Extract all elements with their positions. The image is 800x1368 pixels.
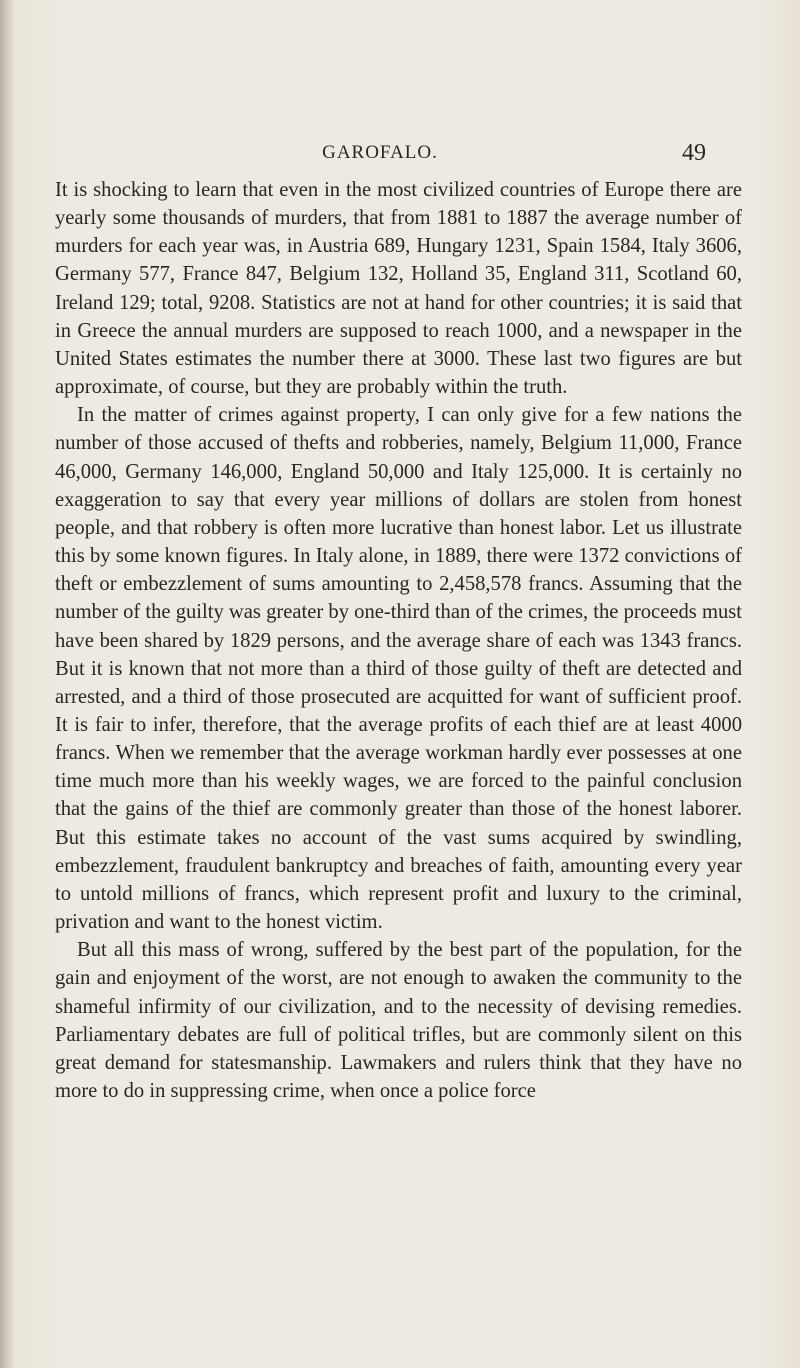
page-number: 49	[682, 140, 706, 166]
page-gutter-shadow	[0, 0, 14, 1368]
paragraph-property-crimes: In the matter of crimes against property, I can only give for a few nations the number of those accused of thefts and robberies, namely, Belgium 11,000, France 46,000, Germany 146,000, England 50,000 and Italy 125,000. It is certainly no exaggeration to say that every year millions of dollars are stolen from honest people, and that robbery is often more lucrative than honest labor. Let us illustrate this by some known figures. In Italy alone, in 1889, there were 1372 convictions of theft or embezzlement of sums amounting to 2,458,578 francs. Assuming that the number of the guilty was greater by one-third than of the crimes, the proceeds must have been shared by 1829 persons, and the average share of each was 1343 francs. But it is known that not more than a third of those guilty of theft are detected and arrested, and a third of those prosecuted are acquitted for want of sufficient proof. It is fair to infer, therefore, that the average profits of each thief are at least 4000 francs. When we remember that the average workman hardly ever possesses at one time much more than his weekly wages, we are forced to the painful conclusion that the gains of the thief are commonly greater than those of the honest laborer. But this estimate takes no account of the vast sums acquired by swindling, embezzlement, fraudulent bankruptcy and breaches of faith, amounting every year to untold millions of francs, which represent profit and luxury to the criminal, privation and want to the honest victim.	[55, 404, 742, 934]
running-head	[0, 138, 800, 168]
body-text	[55, 176, 742, 1105]
paragraph-community-response: But all this mass of wrong, suffered by the best part of the population, for the gain and enjoyment of the worst, are not enough to awaken the community to the shameful infirmity of our civilization, and to the necessity of devising remedies. Parliamentary debates are full of political trifles, but are commonly silent on this great demand for statesmanship. Lawmakers and rulers think that they have no more to do in suppressing crime, when once a police force	[55, 939, 742, 1102]
running-title: GAROFALO.	[322, 142, 438, 163]
paragraph-murder-statistics: It is shocking to learn that even in the most civilized countries of Europe there are yearly some thousands of murders, that from 1881 to 1887 the average number of murders for each year was, in Austria 689, Hungary 1231, Spain 1584, Italy 3606, Germany 577, France 847, Belgium 132, Holland 35, England 311, Scotland 60, Ireland 129; total, 9208. Statistics are not at hand for other countries; it is said that in Greece the annual murders are supposed to reach 1000, and a newspaper in the United States estimates the number there at 3000. These last two figures are but approximate, of course, but they are probably within the truth.	[55, 179, 742, 399]
